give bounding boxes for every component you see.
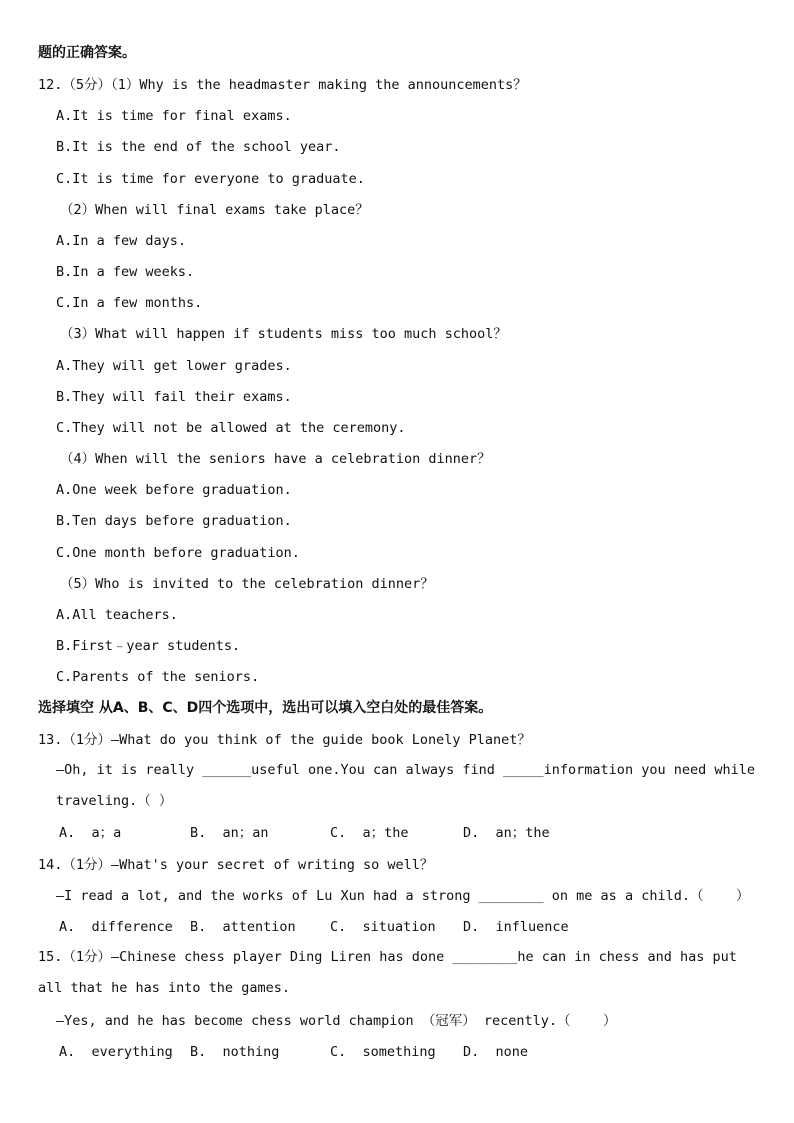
q12-4-question: （4）When will the seniors have a celebration dinner？ <box>60 451 491 467</box>
q12-3-option-b: B.They will fail their exams. <box>56 389 292 405</box>
q12-4-option-b: B.Ten days before graduation. <box>56 513 292 529</box>
q12-5-question: （5）Who is invited to the celebration dinner？ <box>60 576 434 592</box>
q12-1-option-a: A.It is time for final exams. <box>56 108 292 124</box>
previous-instruction-tail: 题的正确答案。 <box>38 45 136 61</box>
q15-option-c: C. something <box>330 1044 436 1060</box>
q14-option-a: A. difference <box>59 919 173 935</box>
q12-2-question: （2）When will final exams take place？ <box>60 202 369 218</box>
q14-stem: 14.（1分）—What's your secret of writing so well？ <box>38 857 434 873</box>
q12-3-question: （3）What will happen if students miss too much school？ <box>60 326 507 342</box>
q13-option-c: C. a；the <box>330 825 409 841</box>
q13-option-d: D. an；the <box>463 825 550 841</box>
q13-stem: 13.（1分）—What do you think of the guide book Lonely Planet？ <box>38 732 531 748</box>
q12-1-option-c: C.It is time for everyone to graduate. <box>56 171 365 187</box>
q12-5-option-b: B.First﹣year students. <box>56 638 241 654</box>
q12-2-option-a: A.In a few days. <box>56 233 187 249</box>
q12-2-option-c: C.In a few months. <box>56 295 203 311</box>
q14-option-c: C. situation <box>330 919 436 935</box>
q12-4-option-a: A.One week before graduation. <box>56 482 292 498</box>
q13-option-b: B. an；an <box>190 825 269 841</box>
q14-option-b: B. attention <box>190 919 296 935</box>
q12-3-option-c: C.They will not be allowed at the ceremony. <box>56 420 406 436</box>
q12-5-option-c: C.Parents of the seniors. <box>56 669 260 685</box>
q15-stem <box>38 942 762 1004</box>
q15-option-a: A. everything <box>59 1044 173 1060</box>
q12-stem: 12.（5分）（1）Why is the headmaster making the announcements？ <box>38 77 527 93</box>
q12-5-option-a: A.All teachers. <box>56 607 178 623</box>
q13-option-a: A. a；a <box>59 825 122 841</box>
q15-answer-line: —Yes, and he has become chess world champion （冠军） recently.（ ） <box>56 1013 617 1029</box>
q15-option-d: D. none <box>463 1044 529 1060</box>
section-heading: 选择填空 从A、B、C、D四个选项中，选出可以填入空白处的最佳答案。 <box>38 700 493 716</box>
q12-4-option-c: C.One month before graduation. <box>56 545 300 561</box>
q14-option-d: D. influence <box>463 919 569 935</box>
q12-3-option-a: A.They will get lower grades. <box>56 358 292 374</box>
q13-answer-line: —Oh, it is really ______useful one.You can always find _____information you need while traveling.（ ） <box>56 762 755 809</box>
q14-answer-line: —I read a lot, and the works of Lu Xun had a strong ________ on me as a child.（ ） <box>56 888 750 904</box>
q12-2-option-b: B.In a few weeks. <box>56 264 195 280</box>
q12-1-option-b: B.It is the end of the school year. <box>56 139 341 155</box>
q15-stem-text: 15.（1分）—Chinese chess player Ding Liren has done ________he can in chess and has put all that he has into the games. <box>38 949 737 996</box>
q15-option-b: B. nothing <box>190 1044 280 1060</box>
